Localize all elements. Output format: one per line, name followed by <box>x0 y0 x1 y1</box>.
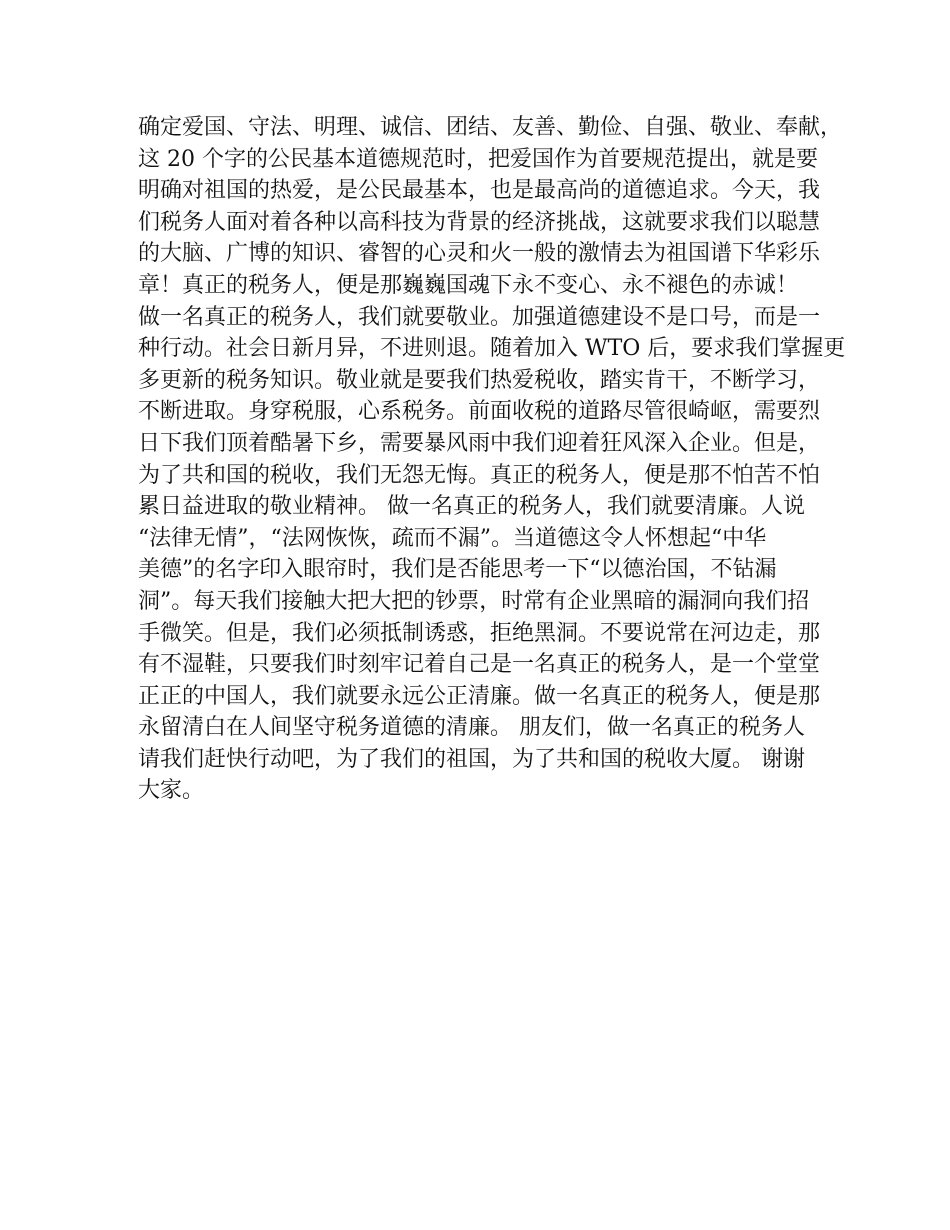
text-line: 洞”。每天我们接触大把大把的钞票，时常有企业黑暗的漏洞向我们招 <box>138 588 810 614</box>
text-line: 们税务人面对着各种以高科技为背景的经济挑战，这就要求我们以聪慧 <box>138 209 821 235</box>
text-line: 确定爱国、守法、明理、诚信、团结、友善、勤俭、自强、敬业、奉献， <box>138 115 843 140</box>
text-line: 不断进取。身穿税服，心系税务。前面收税的道路尽管很崎岖，需要烈 <box>138 399 821 425</box>
text-line: 章！真正的税务人，便是那巍巍国魂下永不变心、永不褪色的赤诚！ <box>138 272 799 298</box>
text-line: 手微笑。但是，我们必须抵制诱惑，拒绝黑洞。不要说常在河边走，那 <box>138 620 821 646</box>
text-line: 正正的中国人，我们就要永远公正清廉。做一名真正的税务人，便是那 <box>138 683 821 709</box>
text-line: 永留清白在人间坚守税务道德的清廉。 朋友们，做一名真正的税务人 <box>138 715 805 741</box>
text-line: 明确对祖国的热爱，是公民最基本，也是最高尚的道德追求。今天，我 <box>138 178 821 204</box>
body-text <box>138 112 846 807</box>
text-line: 多更新的税务知识。敬业就是要我们热爱税收，踏实肯干，不断学习， <box>138 367 821 393</box>
text-line: 这 20 个字的公民基本道德规范时，把爱国作为首要规范提出，就是要 <box>138 146 818 172</box>
text-line: 日下我们顶着酷暑下乡，需要暴风雨中我们迎着狂风深入企业。但是， <box>138 430 821 456</box>
text-line: 有不湿鞋，只要我们时刻牢记着自己是一名真正的税务人，是一个堂堂 <box>138 652 821 678</box>
text-line: 美德”的名字印入眼帘时，我们是否能思考一下“以德治国，不钻漏 <box>138 557 777 583</box>
text-line: 的大脑、广博的知识、睿智的心灵和火一般的激情去为祖国谱下华彩乐 <box>138 241 821 267</box>
text-line: 累日益进取的敬业精神。 做一名真正的税务人，我们就要清廉。人说 <box>138 494 805 520</box>
text-line: 做一名真正的税务人，我们就要敬业。加强道德建设不是口号，而是一 <box>138 304 821 330</box>
text-line: 大家。 <box>138 778 205 804</box>
text-line: 种行动。社会日新月异，不进则退。随着加入 WTO 后，要求我们掌握更 <box>138 336 846 362</box>
text-line: “法律无情”，“法网恢恢，疏而不漏”。当道德这令人怀想起“中华 <box>138 525 767 551</box>
text-line: 为了共和国的税收，我们无怨无悔。真正的税务人，便是那不怕苦不怕 <box>138 462 821 488</box>
text-line: 请我们赶快行动吧，为了我们的祖国，为了共和国的税收大厦。 谢谢 <box>138 746 805 772</box>
